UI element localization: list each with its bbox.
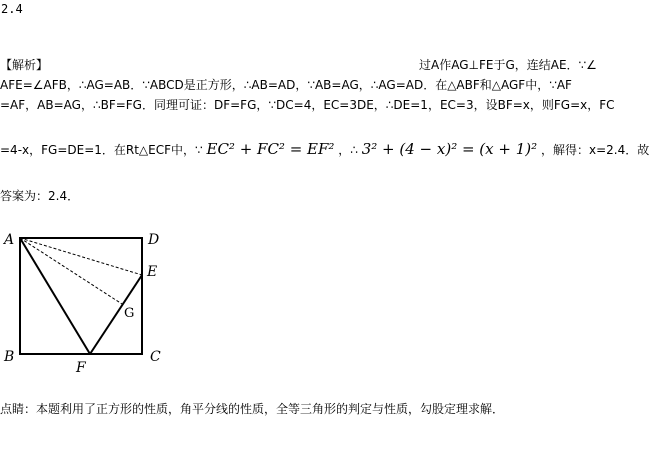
therefore-text: ，∴	[338, 143, 358, 157]
analysis-line-5: 答案为：2.4．	[0, 189, 80, 203]
answer-header: 2.4	[1, 2, 23, 16]
label-e: E	[147, 264, 158, 280]
label-c: C	[150, 349, 161, 365]
geometry-figure	[0, 225, 200, 380]
comment-text: 点睛：本题利用了正方形的性质，角平分线的性质，全等三角形的判定与性质，勾股定理求解．	[0, 402, 505, 416]
analysis-line-4	[0, 140, 649, 158]
line4-prefix: =4-x，FG=DE=1．在Rt△ECF中，∵	[0, 143, 203, 157]
equation-pythagoras: EC² + FC² = EF²	[206, 140, 335, 158]
equation-substituted: 3² + (4 − x)² = (x + 1)²	[361, 140, 538, 158]
square-abcd	[20, 238, 142, 354]
label-g: G	[124, 306, 135, 321]
label-a: A	[4, 232, 15, 248]
analysis-line-3: =AF，AB=AG，∴BF=FG．同理可证：DF=FG，∵DC=4，EC=3DE，∴DE=1，EC=3，设BF=x，则FG=x，FC	[0, 98, 615, 112]
line4-suffix: ，解得：x=2.4．故	[540, 143, 649, 157]
label-b: B	[4, 349, 15, 365]
segment-af	[20, 238, 90, 354]
analysis-line-2: AFE=∠AFB，∴AG=AB．∵ABCD是正方形，∴AB=AD，∵AB=AG，∴AG=AD．在△ABF和△AGF中，∵AF	[0, 78, 572, 92]
segment-ag-dashed	[20, 238, 122, 304]
label-f: F	[76, 360, 86, 376]
analysis-intro: 过A作AG⊥FE于G，连结AE．∵∠	[419, 58, 597, 72]
analysis-tag: 【解析】	[0, 58, 49, 72]
label-d: D	[148, 232, 160, 248]
